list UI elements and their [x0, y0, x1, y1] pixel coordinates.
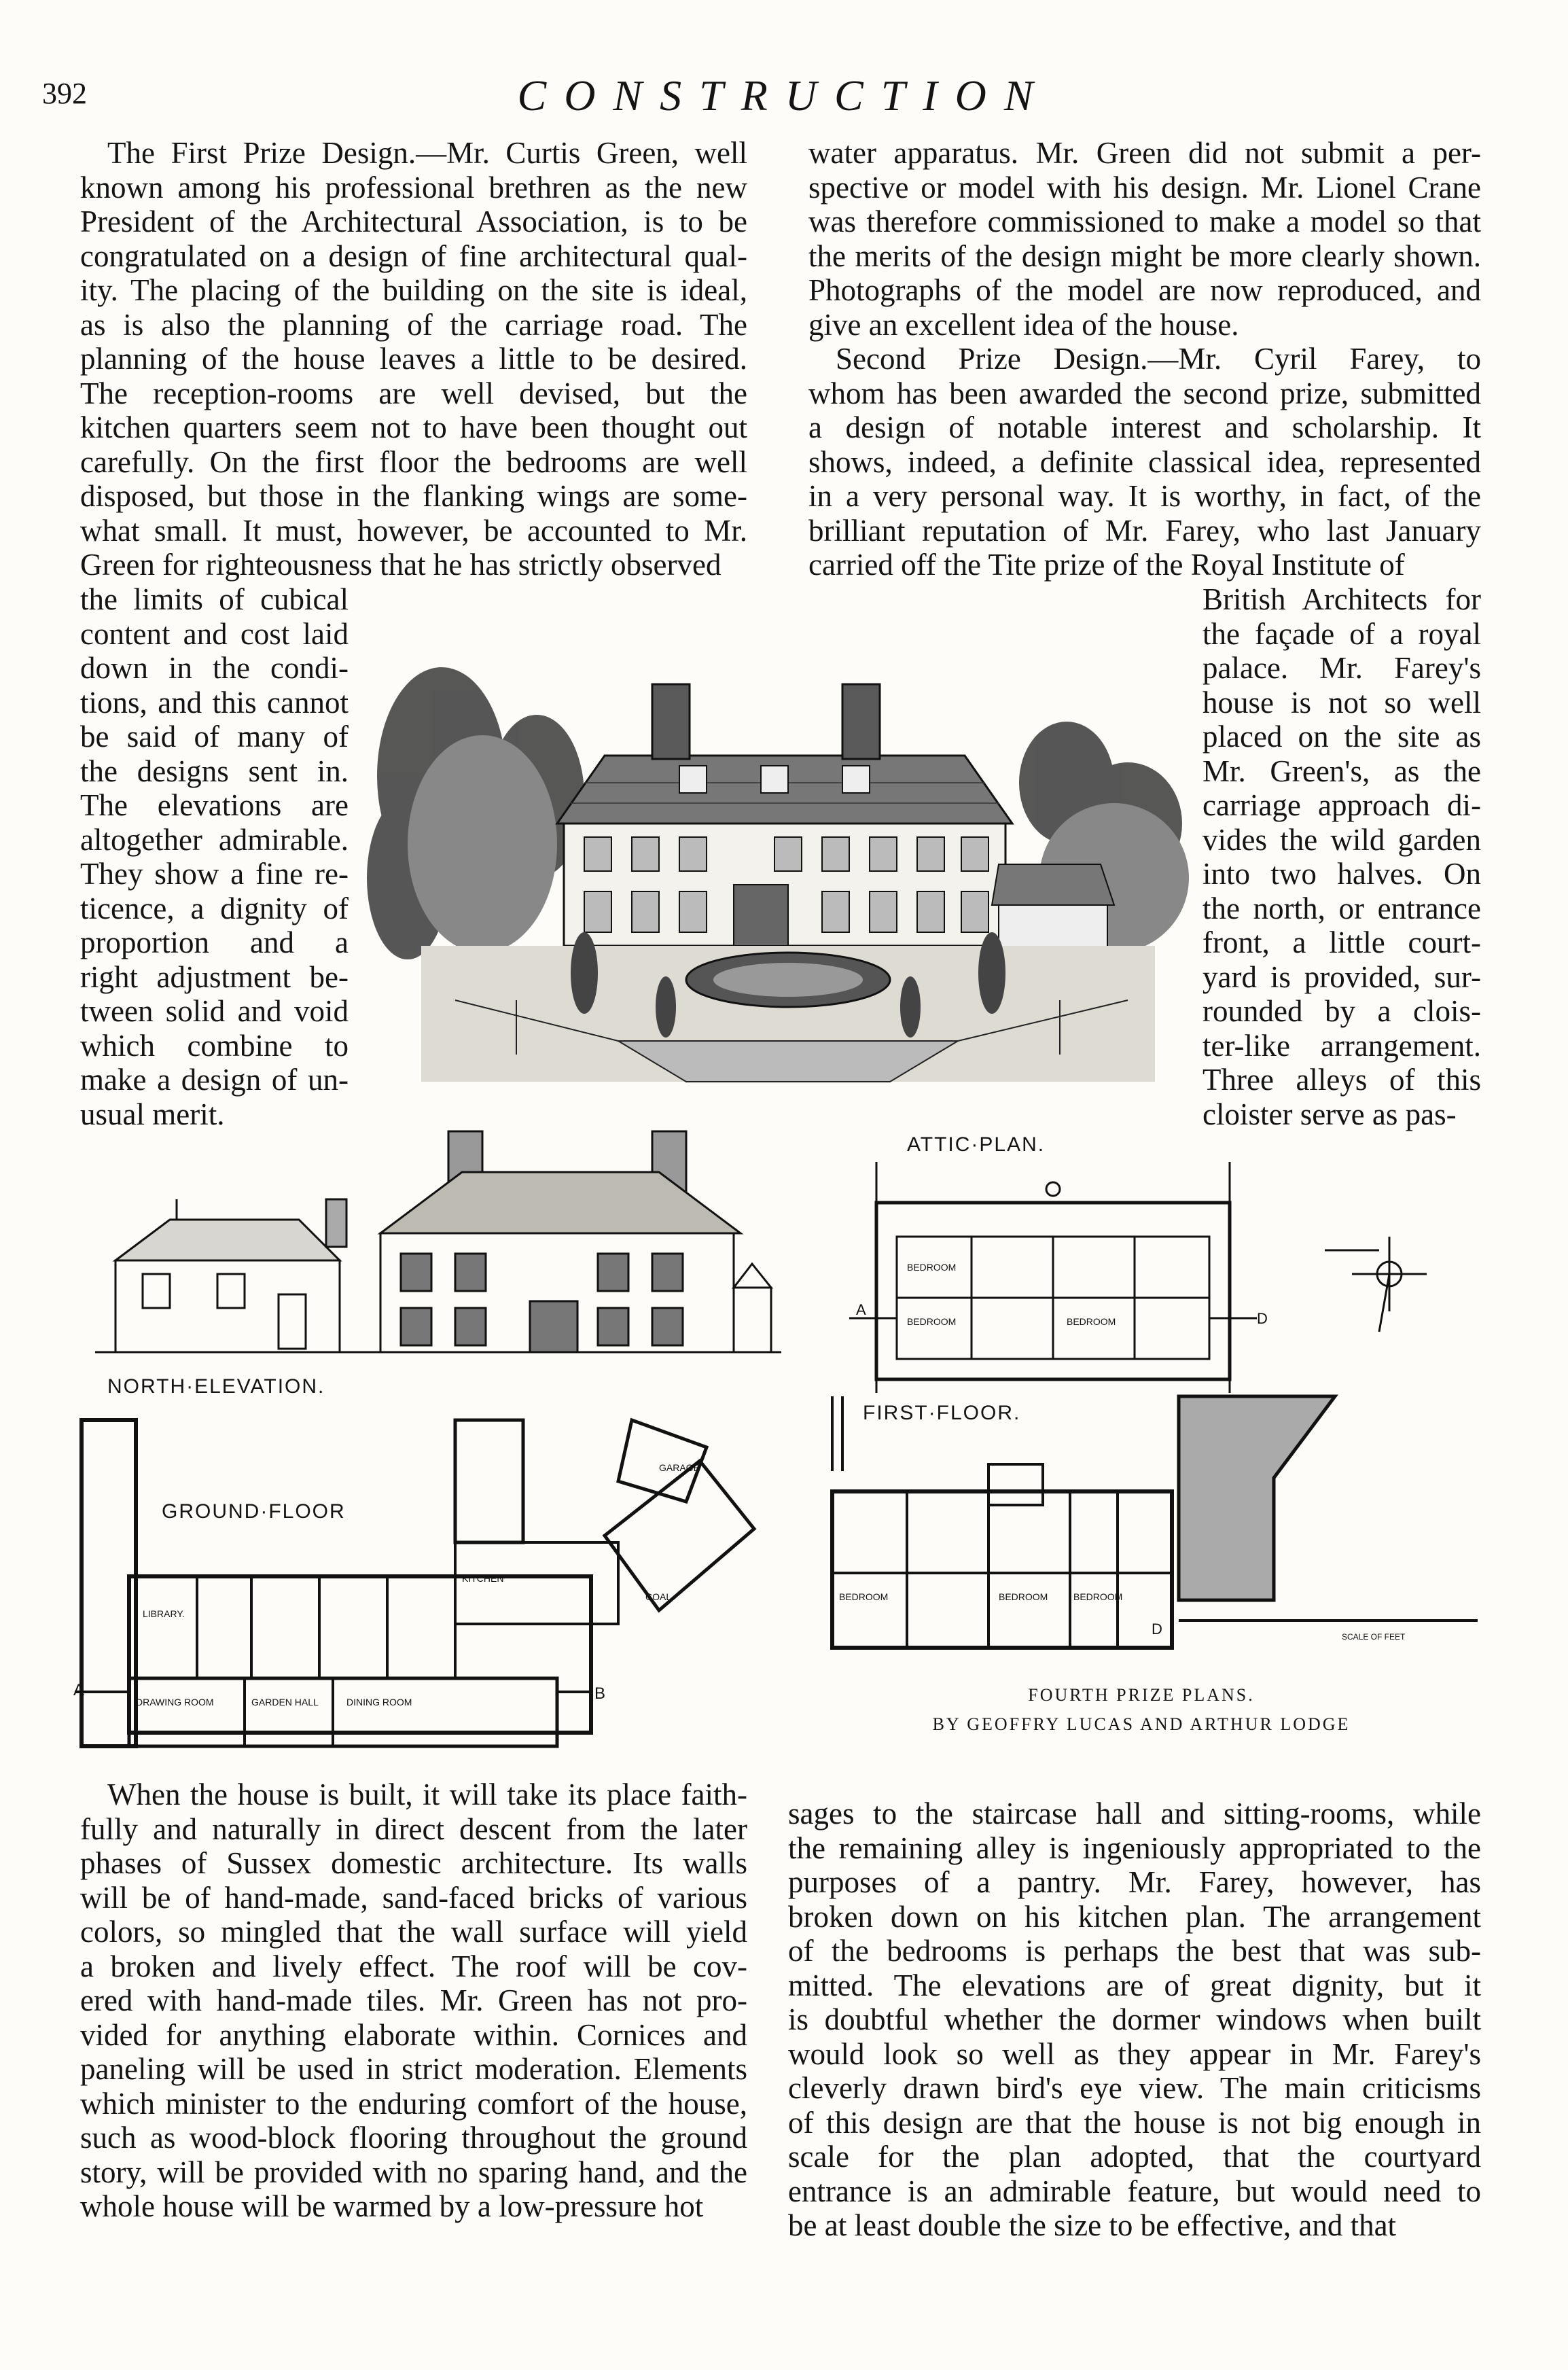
text-line: which minister to the enduring comfort of the house,: [80, 2086, 747, 2121]
left-column-top: [80, 136, 747, 582]
text-line: carefully. On the first floor the bedrooms are well: [80, 444, 747, 479]
text-line: a design of notable interest and scholarship. It: [808, 410, 1481, 444]
right-column-bottom: [788, 1797, 1481, 2243]
text-line: front, a little court-: [1202, 925, 1481, 959]
figure-caption-line-2: BY GEOFFRY LUCAS AND ARTHUR LODGE: [932, 1714, 1351, 1734]
text-line: such as wood-block flooring throughout the ground: [80, 2121, 747, 2155]
text-line: as is also the planning of the carriage road. The: [80, 307, 747, 342]
text-line: Mr. Green's, as the: [1202, 754, 1481, 788]
text-line: the merits of the design might be more clearly shown.: [808, 238, 1481, 273]
text-line: fully and naturally in direct descent from the later: [80, 1811, 747, 1846]
text-line: make a design of un-: [80, 1063, 349, 1097]
text-line: The elevations are: [80, 788, 349, 822]
text-line: cleverly drawn bird's eye view. The main criticisms: [788, 2071, 1481, 2105]
section-mark-a: A: [73, 1681, 85, 1699]
ground-floor-plan-drawing: [75, 1407, 829, 1773]
text-line: which combine to: [80, 1028, 349, 1063]
text-line: the limits of cubical: [80, 582, 349, 616]
text-line: in a very personal way. It is worthy, in fact, of the: [808, 479, 1481, 513]
text-line: vides the wild garden: [1202, 822, 1481, 857]
model-photograph: [380, 620, 1189, 1082]
text-line: tween solid and void: [80, 994, 349, 1028]
first-floor-room-label: BEDROOM: [1073, 1591, 1123, 1602]
text-line: whole house will be warmed by a low-pressure hot: [80, 2189, 704, 2223]
attic-room-label: BEDROOM: [907, 1262, 957, 1273]
left-column-narrow: [80, 582, 349, 1131]
text-line: give an excellent idea of the house.: [808, 307, 1239, 342]
text-line: spective or model with his design. Mr. Lionel Crane: [808, 170, 1481, 205]
ground-floor-label: GROUND·FLOOR: [162, 1500, 346, 1523]
text-line: Photographs of the model are now reproduced, and: [808, 273, 1481, 307]
first-floor-room-label: BEDROOM: [839, 1591, 889, 1602]
section-mark-b: B: [594, 1684, 606, 1703]
section-mark-a: A: [856, 1301, 866, 1318]
text-line: ticence, a dignity of: [80, 891, 349, 925]
right-column-narrow: [1202, 582, 1481, 1131]
text-line: the north, or entrance: [1202, 891, 1481, 925]
text-line: the façade of a royal: [1202, 616, 1481, 651]
text-line: proportion and a: [80, 925, 349, 959]
text-line: the remaining alley is ingeniously appropriated to the: [788, 1830, 1481, 1865]
text-line: is doubtful whether the dormer windows when built: [788, 2002, 1481, 2036]
text-line: They show a fine re-: [80, 857, 349, 891]
figure-caption-line-1: FOURTH PRIZE PLANS.: [1028, 1685, 1255, 1705]
text-line: placed on the site as: [1202, 720, 1481, 754]
text-line: right adjustment be-: [80, 959, 349, 994]
text-line: vided for anything elaborate within. Cornices and: [80, 2017, 747, 2052]
text-line: shows, indeed, a definite classical idea, represented: [808, 444, 1481, 479]
text-line: water apparatus. Mr. Green did not submit a per-: [808, 136, 1481, 170]
text-line: be said of many of: [80, 720, 349, 754]
room-label-kitchen: KITCHEN: [462, 1573, 504, 1584]
text-line: was therefore commissioned to make a model so that: [808, 205, 1481, 238]
attic-room-label: BEDROOM: [1067, 1316, 1116, 1327]
north-elevation-drawing: [95, 1131, 781, 1369]
first-floor-room-label: BEDROOM: [999, 1591, 1048, 1602]
attic-room-label: BEDROOM: [907, 1316, 957, 1327]
text-line: disposed, but those in the flanking wings are some-: [80, 479, 747, 513]
text-line: into two halves. On: [1202, 857, 1481, 891]
text-line: of this design are that the house is not big enough in: [788, 2105, 1481, 2140]
text-line: paneling will be used in strict moderation. Elements: [80, 2052, 747, 2086]
text-line: palace. Mr. Farey's: [1202, 651, 1481, 685]
text-line: President of the Architectural Association, is to be: [80, 205, 747, 238]
text-line: yard is provided, sur-: [1202, 959, 1481, 994]
section-mark-d: D: [1152, 1621, 1162, 1638]
text-line: the designs sent in.: [80, 754, 349, 788]
text-line: ity. The placing of the building on the site is ideal,: [80, 273, 747, 307]
text-line: Second Prize Design.—Mr. Cyril Farey, to: [836, 342, 1481, 376]
scale-label: SCALE OF FEET: [1342, 1632, 1406, 1642]
running-title: CONSTRUCTION: [517, 71, 1051, 120]
text-line: down in the condi-: [80, 651, 349, 685]
room-label-garden-hall: GARDEN HALL: [251, 1697, 319, 1708]
text-line: broken down on his kitchen plan. The arrangement: [788, 1899, 1481, 1934]
section-mark-d: D: [1257, 1310, 1268, 1327]
text-line: tions, and this cannot: [80, 685, 349, 720]
north-compass: [1352, 1237, 1427, 1332]
attic-plan-label: ATTIC·PLAN.: [907, 1133, 1046, 1156]
text-line: The First Prize Design.—Mr. Curtis Green, well: [107, 136, 747, 170]
text-line: Green for righteousness that he has strictly observed: [80, 548, 721, 582]
text-line: usual merit.: [80, 1097, 225, 1131]
text-line: sages to the staircase hall and sitting-rooms, while: [788, 1797, 1481, 1830]
text-line: a broken and lively effect. The roof will be cov-: [80, 1949, 747, 1983]
text-line: whom has been awarded the second prize, submitted: [808, 376, 1481, 410]
north-elevation-label: NORTH·ELEVATION.: [107, 1375, 325, 1398]
text-line: carriage approach di-: [1202, 788, 1481, 822]
text-line: of the bedrooms is perhaps the best that was sub-: [788, 1934, 1481, 1968]
text-line: congratulated on a design of fine architectural qual-: [80, 238, 747, 273]
room-label-garage: GARAGE: [659, 1462, 700, 1473]
first-floor-label: FIRST·FLOOR.: [863, 1402, 1021, 1424]
text-line: ter-like arrangement.: [1202, 1028, 1481, 1063]
text-line: When the house is built, it will take its place faith-: [107, 1778, 747, 1811]
text-line: British Architects for: [1202, 582, 1481, 616]
text-line: carried off the Tite prize of the Royal Institute of: [808, 548, 1405, 582]
text-line: Three alleys of this: [1202, 1063, 1481, 1097]
text-line: what small. It must, however, be accounted to Mr.: [80, 513, 747, 548]
text-line: cloister serve as pas-: [1202, 1097, 1457, 1131]
text-line: phases of Sussex domestic architecture. Its walls: [80, 1846, 747, 1880]
text-line: content and cost laid: [80, 616, 349, 651]
text-line: The reception-rooms are well devised, but the: [80, 376, 747, 410]
left-column-bottom: [80, 1778, 747, 2224]
room-label-drawing-room: DRAWING ROOM: [136, 1697, 214, 1708]
text-line: altogether admirable.: [80, 822, 349, 857]
text-line: entrance is an admirable feature, but would need to: [788, 2174, 1481, 2208]
right-column-top: [808, 136, 1481, 582]
text-line: planning of the house leaves a little to be desired.: [80, 342, 747, 376]
text-line: purposes of a pantry. Mr. Farey, however, has: [788, 1865, 1481, 1899]
text-line: rounded by a clois-: [1202, 994, 1481, 1028]
text-line: kitchen quarters seem not to have been thought out: [80, 410, 747, 444]
text-line: will be of hand-made, sand-faced bricks of various: [80, 1880, 747, 1915]
page-number: 392: [42, 77, 87, 110]
text-line: known among his professional brethren as the new: [80, 170, 747, 205]
text-line: house is not so well: [1202, 685, 1481, 720]
room-label-library: LIBRARY.: [143, 1608, 185, 1619]
room-label-dining-room: DINING ROOM: [346, 1697, 412, 1708]
text-line: ered with hand-made tiles. Mr. Green has not pro-: [80, 1983, 747, 2017]
text-line: would look so well as they appear in Mr. Farey's: [788, 2036, 1481, 2071]
first-floor-plan-drawing: [825, 1396, 1478, 1648]
text-line: mitted. The elevations are of great dignity, but it: [788, 1968, 1481, 2002]
text-line: colors, so mingled that the wall surface will yield: [80, 1915, 747, 1949]
text-line: be at least double the size to be effective, and that: [788, 2208, 1397, 2242]
text-line: scale for the plan adopted, that the courtyard: [788, 2140, 1481, 2174]
room-label-coal: COAL: [645, 1591, 672, 1602]
text-line: story, will be provided with no sparing hand, and the: [80, 2155, 747, 2189]
text-line: brilliant reputation of Mr. Farey, who last January: [808, 513, 1481, 548]
attic-plan-drawing: [849, 1162, 1311, 1393]
